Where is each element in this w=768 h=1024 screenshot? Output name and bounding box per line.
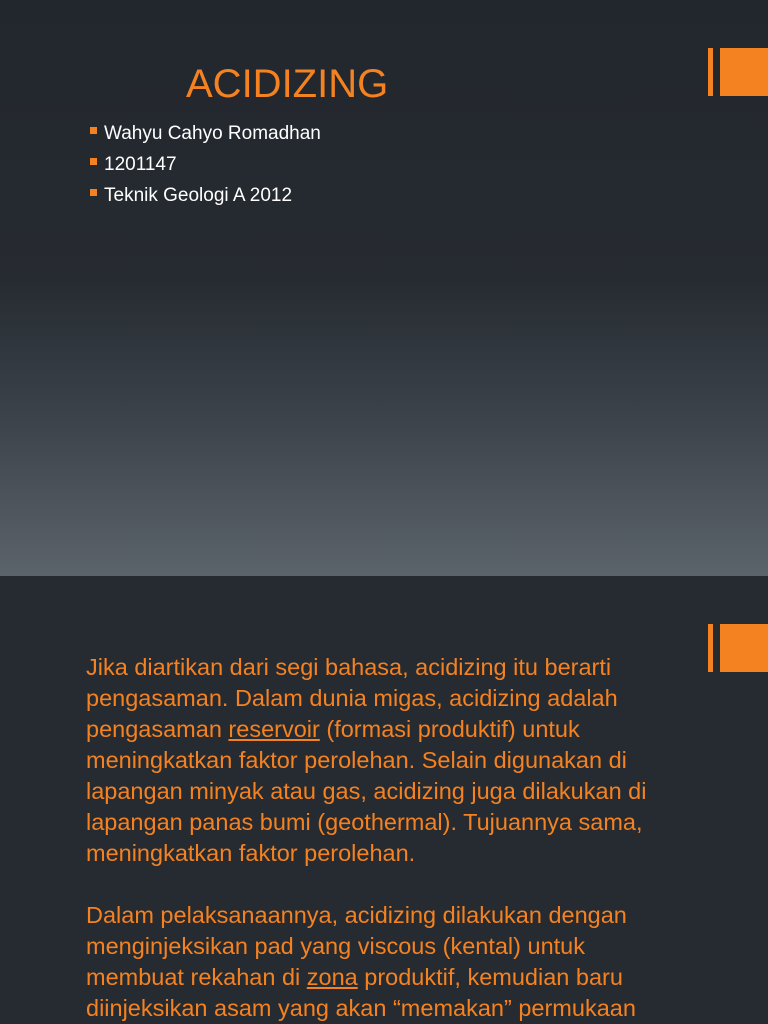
- text-line: lapangan minyak atau gas, acidizing juga dilakukan di: [86, 778, 647, 804]
- text-line: meningkatkan faktor perolehan.: [86, 840, 416, 866]
- text-line: menginjeksikan pad yang viscous (kental) untuk: [86, 933, 585, 959]
- body-text: [86, 652, 726, 1024]
- text-line: meningkatkan faktor perolehan. Selain digunakan di: [86, 747, 627, 773]
- text-line: (formasi produktif) untuk: [319, 716, 580, 742]
- author-bullet-list: [90, 118, 321, 211]
- accent-block: [720, 48, 768, 96]
- zona-link[interactable]: zona: [306, 964, 358, 990]
- text-line: Dalam pelaksanaannya, acidizing dilakukan dengan: [86, 902, 627, 928]
- square-bullet-icon: [90, 189, 97, 196]
- bullet-item: [90, 118, 321, 149]
- text-line: Jika diartikan dari segi bahasa, acidizing itu berarti: [86, 654, 612, 680]
- orange-bar-block-icon: [708, 48, 768, 96]
- accent-block: [720, 624, 768, 672]
- slide-title-text: ACIDIZING: [186, 62, 389, 106]
- square-bullet-icon: [90, 127, 97, 134]
- reservoir-link[interactable]: reservoir: [228, 716, 320, 742]
- text-line: pengasaman: [86, 716, 229, 742]
- author-name: Wahyu Cahyo Romadhan: [104, 123, 321, 144]
- text-line: diinjeksikan asam yang akan “memakan” permukaan: [86, 995, 636, 1021]
- text-line: membuat rekahan di: [86, 964, 307, 990]
- slide-content: [0, 576, 768, 1024]
- student-id: 1201147: [104, 154, 177, 175]
- text-line: pengasaman. Dalam dunia migas, acidizing adalah: [86, 685, 618, 711]
- text-line: produktif, kemudian baru: [357, 964, 623, 990]
- accent-bar: [708, 48, 713, 96]
- paragraph-procedure: [86, 900, 726, 1024]
- square-bullet-icon: [90, 158, 97, 165]
- text-line: lapangan panas bumi (geothermal). Tujuannya sama,: [86, 809, 643, 835]
- class-info: Teknik Geologi A 2012: [104, 185, 293, 206]
- bullet-item: [90, 149, 321, 180]
- paragraph-definition: [86, 652, 726, 869]
- bullet-item: [90, 180, 321, 211]
